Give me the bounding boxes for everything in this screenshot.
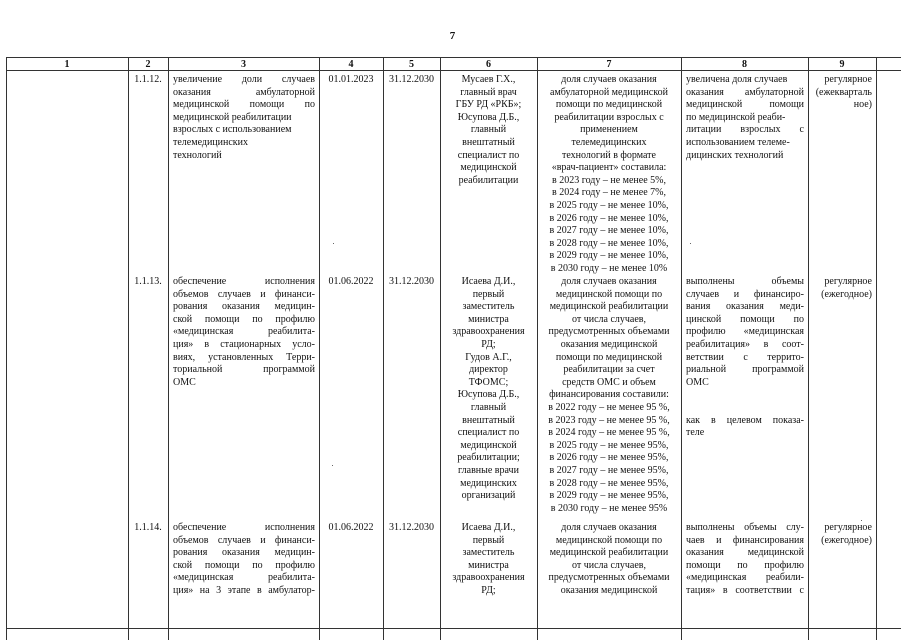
periodicity: регулярное (ежекварталь ное) (815, 74, 872, 111)
measure-text: обеспечение исполнения объемов случаев и финанси- рования оказания медицин- ской помощи по профилю «медицинская реабилита- ция» в стационарных усло- виях, установленных Терри- ториальной программой ОМС (173, 276, 315, 388)
scan-speck (333, 243, 334, 244)
end-date: 31.12.2030 (389, 276, 434, 287)
row-number: 1.1.14. (134, 522, 162, 533)
start-date: 01.06.2022 (328, 522, 374, 533)
column-divider (319, 57, 320, 640)
row-number: 1.1.12. (134, 74, 162, 85)
column-divider (6, 57, 7, 640)
header-bottom-border (6, 70, 901, 71)
column-header-9: 9 (839, 59, 845, 70)
column-header-3: 3 (241, 59, 246, 70)
scan-speck (861, 520, 862, 521)
scan-speck (690, 243, 691, 244)
column-header-2: 2 (145, 59, 151, 70)
column-divider (876, 57, 877, 640)
target-indicator: доля случаев оказания медицинской помощи по медицинской реабилитации от числа случаев, предусмотренных объемами оказания медицинской помощи по медицинской реабилитации за счет средств ОМС и объем финансирования составили: в 2022 году – не менее 95 %, в 2023 году – не менее 95 %, в 2024 году – не менее 95 %, в 2025 году – не менее 95%, в 2026 году – не менее 95%, в 2027 году – не менее 95%, в 2028 году – не менее 95%, в 2029 году – не менее 95%, в 2030 году – не менее 95% (548, 276, 670, 514)
measure-text: обеспечение исполнения объемов случаев и финанси- рования оказания медицин- ской помощи по профилю «медицинская реабилита- ция» на 3 этапе в амбулатор- (173, 522, 315, 596)
column-header-7: 7 (606, 59, 612, 70)
page-number: 7 (449, 30, 456, 42)
end-date: 31.12.2030 (389, 522, 434, 533)
column-divider (681, 57, 682, 640)
column-divider (168, 57, 169, 640)
column-divider (128, 57, 129, 640)
periodicity: регулярное (ежегодное) (821, 276, 872, 300)
column-header-6: 6 (486, 59, 491, 70)
column-header-4: 4 (348, 59, 354, 70)
start-date: 01.06.2022 (328, 276, 374, 287)
responsible-persons: Исаева Д.И., первый заместитель министра здравоохранения РД; (452, 522, 525, 596)
expected-result: выполнены объемы случаев и финансиро- вания оказания меди- цинской помощи по профилю «медицинская реабилитация» в соот- ветствии с террито- риальной программой ОМС как в целевом показа- теле (686, 276, 804, 439)
column-divider (808, 57, 809, 640)
row-number: 1.1.13. (134, 276, 162, 287)
table-top-border (6, 57, 901, 58)
column-header-5: 5 (409, 59, 414, 70)
table-bottom-border (6, 628, 901, 629)
column-header-8: 8 (742, 59, 747, 70)
measure-text: увеличение доли случаев оказания амбулаторной медицинской помощи по медицинской реабилитации взрослых с использованием телемедицинских технологий (173, 74, 315, 161)
start-date: 01.01.2023 (328, 74, 374, 85)
expected-result: увеличена доля случаев оказания амбулаторной медицинской помощи по медицинской реаби- литации взрослых с использованием телеме- дицинских технологий (686, 74, 804, 161)
target-indicator: доля случаев оказания амбулаторной медицинской помощи по медицинской реабилитации взрослых с применением телемедицинских технологий в формате «врач-пациент» составила: в 2023 году – не менее 5%, в 2024 году – не менее 7%, в 2025 году – не менее 10%, в 2026 году – не менее 10%, в 2027 году – не менее 10%, в 2028 году – не менее 10%, в 2029 году – не менее 10%, в 2030 году – не менее 10% (549, 74, 669, 274)
column-divider (383, 57, 384, 640)
expected-result: выполнены объемы слу- чаев и финансирования оказания медицинской помощи по профилю «медицинская реабили- тация» в соответствии с (686, 522, 804, 596)
end-date: 31.12.2030 (389, 74, 434, 85)
column-header-1: 1 (64, 59, 70, 70)
periodicity: регулярное (ежегодное) (821, 522, 872, 546)
responsible-persons: Мусаев Г.Х., главный врач ГБУ РД «РКБ»; Юсупова Д.Б., главный внештатный специалист по медицинской реабилитации (455, 74, 522, 186)
scan-speck (332, 465, 333, 466)
responsible-persons: Исаева Д.И., первый заместитель министра здравоохранения РД; Гудов А.Г., директор ТФОМС; Юсупова Д.Б., главный внештатный специалист по медицинской реабилитации; главные врачи медицинских организаций (452, 276, 525, 502)
target-indicator: доля случаев оказания медицинской помощи по медицинской реабилитации от числа случаев, предусмотренных объемами оказания медицинской (548, 522, 670, 596)
